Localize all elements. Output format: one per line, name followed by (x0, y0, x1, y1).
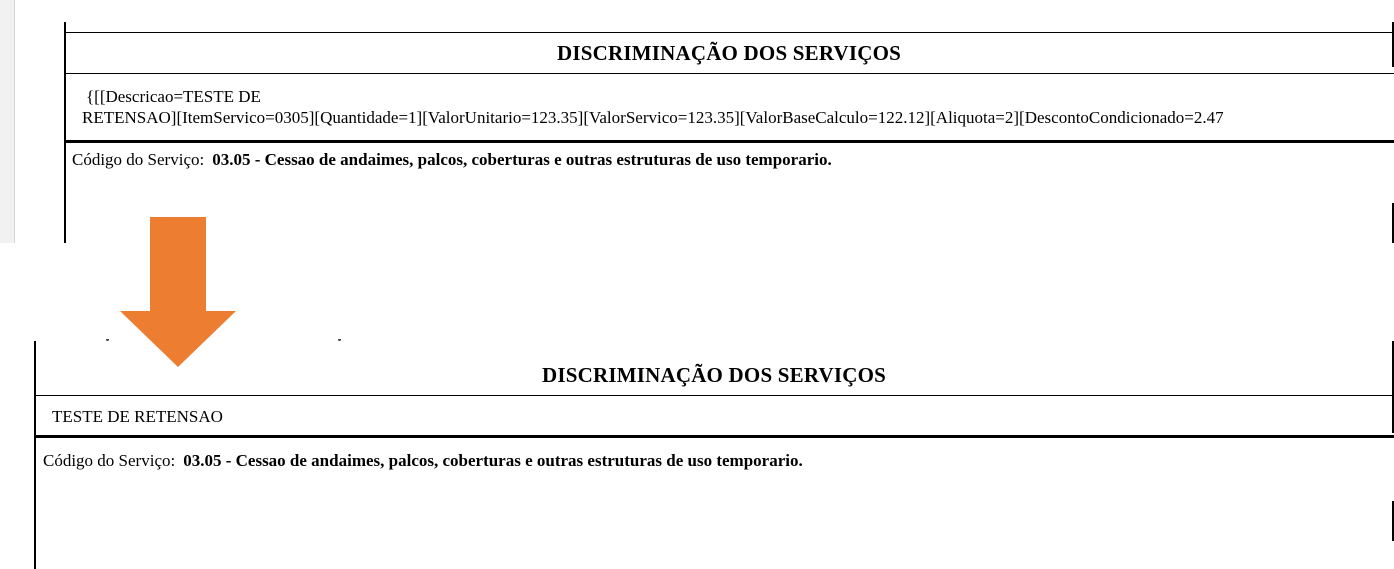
after-section (34, 325, 1394, 569)
description-bottom-border (64, 140, 1394, 143)
service-code-description: - Cessao de andaimes, palcos, coberturas e outras estruturas de uso temporario. (221, 451, 803, 470)
title-bottom-border (34, 395, 1394, 396)
cut-text-fragment (106, 339, 114, 343)
service-description: TESTE DE RETENSAO (52, 407, 223, 426)
before-section (64, 0, 1394, 243)
service-description-raw-line2: RETENSAO][ItemServico=0305][Quantidade=1][ValorUnitario=123.35][ValorServico=123.35][ValorBaseCalculo=122.12][Aliquota=2][DescontoCondicionado=2.47 (82, 108, 1224, 127)
cut-text-fragment (338, 339, 346, 343)
section-title: DISCRIMINAÇÃO DOS SERVIÇOS (556, 41, 902, 65)
title-bottom-border (64, 73, 1394, 74)
section-title: DISCRIMINAÇÃO DOS SERVIÇOS (541, 363, 887, 387)
title-top-border (64, 32, 1394, 33)
service-code-label: Código do Serviço: (72, 150, 205, 169)
service-description-raw-line1: {[[Descricao=TESTE DE (86, 87, 261, 106)
description-bottom-border (34, 435, 1394, 438)
arrow-down-icon (118, 217, 238, 369)
service-code-label: Código do Serviço: (43, 451, 176, 470)
service-code-description: - Cessao de andaimes, palcos, coberturas e outras estruturas de uso temporario. (250, 150, 832, 169)
service-code-value: 03.05 (183, 451, 222, 470)
service-code-line (43, 451, 803, 471)
service-code-value: 03.05 (212, 150, 251, 169)
left-gray-strip (0, 0, 15, 243)
service-code-line (72, 150, 832, 170)
